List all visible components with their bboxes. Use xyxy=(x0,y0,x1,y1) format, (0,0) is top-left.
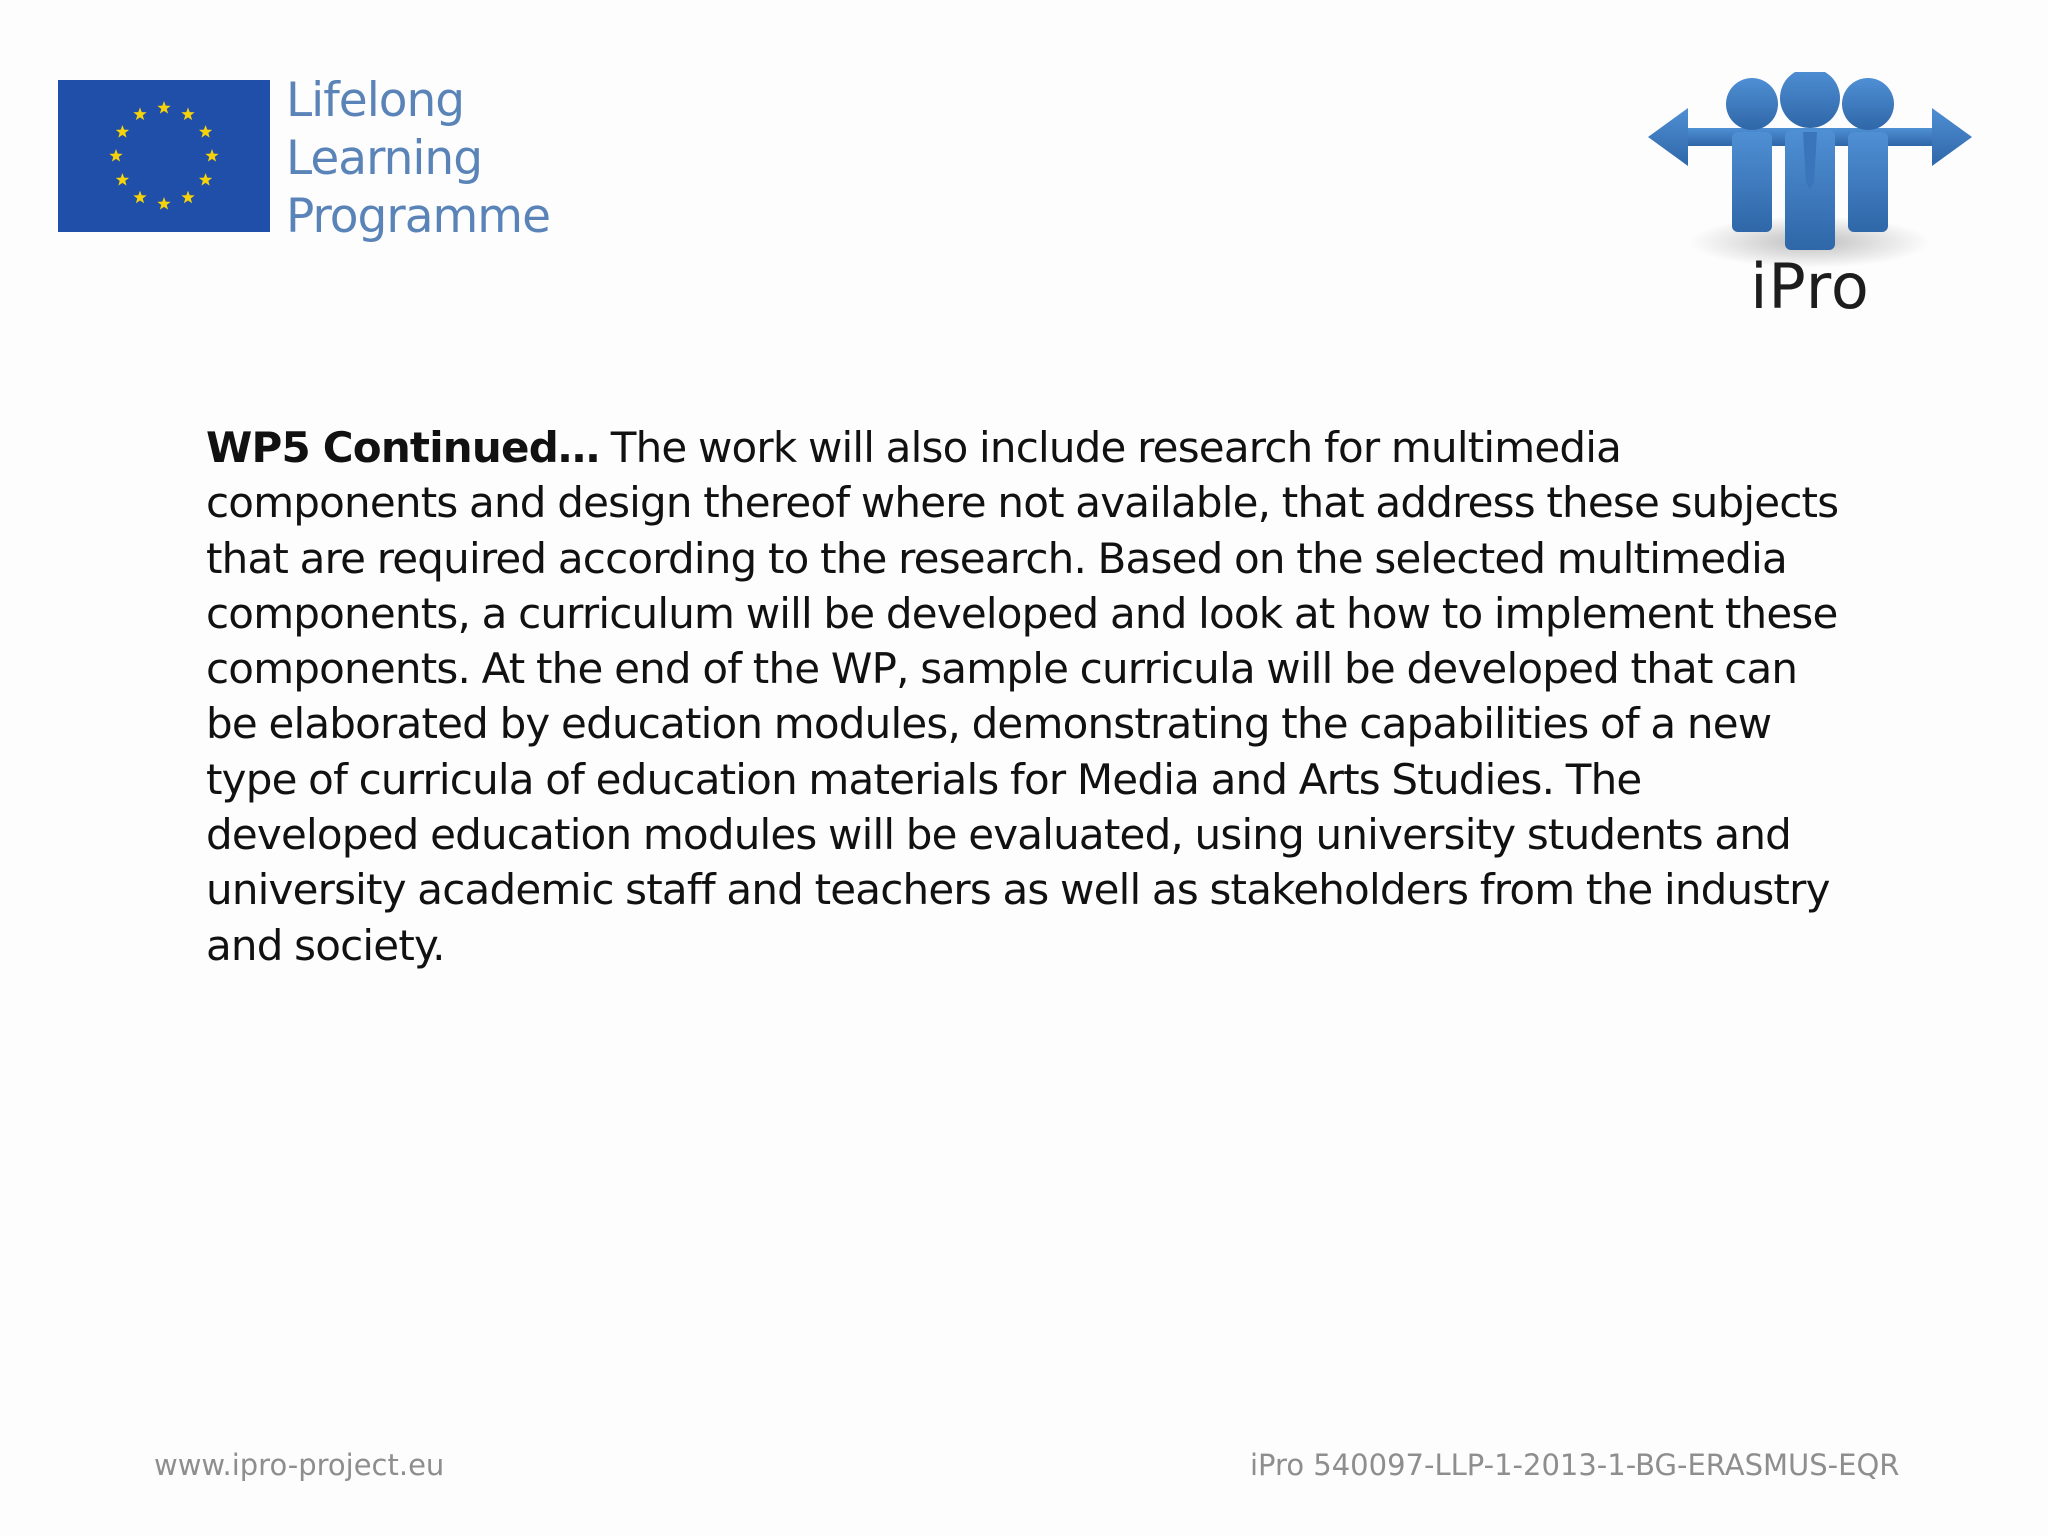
slide-paragraph: The work will also include research for multimedia components and design thereof where not available, that address these subjects that are required according to the research. Based on the selected multimedia components, a curriculum will be developed and look at how to implement these components. At the end of the WP, sample curricula will be developed that can be elaborated by education modules, demonstrating the capabilities of a new type of curricula of education materials for Media and Arts Studies. The developed education modules will be evaluated, using university students and university academic staff and teachers as well as stakeholders from the industry and society. xyxy=(206,423,1839,970)
ipro-logo xyxy=(1640,72,1980,323)
footer-website: www.ipro-project.eu xyxy=(154,1448,445,1482)
ipro-people-arrows-icon xyxy=(1640,72,1980,272)
lifelong-learning-programme-logo xyxy=(58,72,578,242)
footer-project-code: iPro 540097-LLP-1-2013-1-BG-ERASMUS-EQR xyxy=(1250,1448,1900,1482)
llp-logo-text xyxy=(286,72,550,246)
llp-logo-line: Lifelong xyxy=(286,73,465,128)
eu-flag-icon xyxy=(58,80,270,232)
llp-logo-line: Learning xyxy=(286,131,483,186)
slide-lead-heading: WP5 Continued… xyxy=(206,423,600,472)
llp-logo-line: Programme xyxy=(286,189,551,244)
ipro-logo-text: iPro xyxy=(1750,250,1870,323)
slide-body-text xyxy=(206,420,1846,973)
